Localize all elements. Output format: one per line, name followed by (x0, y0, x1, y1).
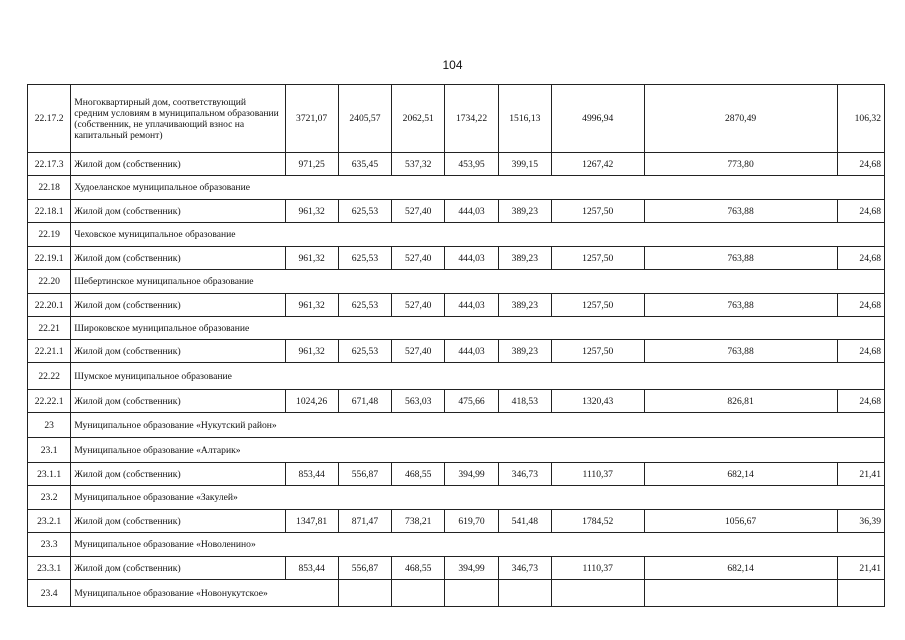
empty-cell (837, 580, 884, 607)
value-cell: 468,55 (392, 463, 445, 486)
value-cell: 1347,81 (285, 510, 338, 533)
value-cell: 1110,37 (551, 463, 644, 486)
value-cell: 556,87 (338, 557, 391, 580)
row-code: 23.2.1 (28, 510, 71, 533)
row-code: 22.22.1 (28, 390, 71, 413)
value-cell: 541,48 (498, 510, 551, 533)
value-cell: 625,53 (338, 340, 391, 363)
table-body (28, 85, 885, 607)
table-row (28, 247, 885, 270)
value-cell: 394,99 (445, 557, 498, 580)
value-cell: 1110,37 (551, 557, 644, 580)
value-cell: 1734,22 (445, 85, 498, 153)
row-code: 22.18 (28, 176, 71, 200)
section-header-row (28, 486, 885, 510)
value-cell: 971,25 (285, 153, 338, 176)
empty-cell (644, 580, 837, 607)
value-cell: 1320,43 (551, 390, 644, 413)
section-header-row (28, 413, 885, 438)
value-cell: 961,32 (285, 294, 338, 317)
value-cell: 389,23 (498, 294, 551, 317)
section-title: Чеховское муниципальное образование (71, 223, 885, 247)
row-name: Многоквартирный дом, соответствующий средним условиям в муниципальном образовании (собственник, не уплачивающий взнос на капитальный ремонт) (71, 85, 285, 153)
value-cell: 1056,67 (644, 510, 837, 533)
value-cell: 24,68 (837, 340, 884, 363)
value-cell: 24,68 (837, 200, 884, 223)
section-header-row (28, 580, 885, 607)
value-cell: 106,32 (837, 85, 884, 153)
row-code: 22.18.1 (28, 200, 71, 223)
value-cell: 4996,94 (551, 85, 644, 153)
row-code: 22.21.1 (28, 340, 71, 363)
value-cell: 21,41 (837, 463, 884, 486)
value-cell: 389,23 (498, 340, 551, 363)
section-header-row (28, 438, 885, 463)
value-cell: 444,03 (445, 340, 498, 363)
section-title: Шумское муниципальное образование (71, 363, 885, 390)
table-row (28, 463, 885, 486)
value-cell: 3721,07 (285, 85, 338, 153)
value-cell: 763,88 (644, 200, 837, 223)
table-row (28, 340, 885, 363)
row-name: Жилой дом (собственник) (71, 247, 285, 270)
table-row (28, 557, 885, 580)
value-cell: 2062,51 (392, 85, 445, 153)
value-cell: 1267,42 (551, 153, 644, 176)
value-cell: 625,53 (338, 247, 391, 270)
value-cell: 671,48 (338, 390, 391, 413)
value-cell: 961,32 (285, 200, 338, 223)
page-number: 104 (442, 58, 463, 72)
row-code: 22.17.2 (28, 85, 71, 153)
value-cell: 1257,50 (551, 294, 644, 317)
table-row (28, 510, 885, 533)
section-header-row (28, 176, 885, 200)
value-cell: 527,40 (392, 340, 445, 363)
value-cell: 389,23 (498, 200, 551, 223)
section-title: Худоеланское муниципальное образование (71, 176, 885, 200)
value-cell: 24,68 (837, 247, 884, 270)
row-name: Жилой дом (собственник) (71, 390, 285, 413)
value-cell: 763,88 (644, 294, 837, 317)
section-title: Муниципальное образование «Алтарик» (71, 438, 885, 463)
value-cell: 24,68 (837, 390, 884, 413)
value-cell: 453,95 (445, 153, 498, 176)
empty-cell (551, 580, 644, 607)
value-cell: 418,53 (498, 390, 551, 413)
value-cell: 635,45 (338, 153, 391, 176)
section-title: Широковское муниципальное образование (71, 317, 885, 340)
row-code: 22.22 (28, 363, 71, 390)
table-row (28, 200, 885, 223)
row-name: Жилой дом (собственник) (71, 294, 285, 317)
section-header-row (28, 270, 885, 294)
value-cell: 682,14 (644, 557, 837, 580)
row-name: Жилой дом (собственник) (71, 153, 285, 176)
value-cell: 1257,50 (551, 247, 644, 270)
value-cell: 527,40 (392, 294, 445, 317)
table-row (28, 390, 885, 413)
row-name: Жилой дом (собственник) (71, 557, 285, 580)
row-code: 23 (28, 413, 71, 438)
value-cell: 537,32 (392, 153, 445, 176)
value-cell: 763,88 (644, 340, 837, 363)
value-cell: 444,03 (445, 200, 498, 223)
row-code: 22.19.1 (28, 247, 71, 270)
row-name: Жилой дом (собственник) (71, 200, 285, 223)
value-cell: 625,53 (338, 200, 391, 223)
value-cell: 682,14 (644, 463, 837, 486)
value-cell: 24,68 (837, 153, 884, 176)
section-title: Муниципальное образование «Закулей» (71, 486, 885, 510)
section-header-row (28, 533, 885, 557)
value-cell: 871,47 (338, 510, 391, 533)
row-code: 22.21 (28, 317, 71, 340)
empty-cell (445, 580, 498, 607)
value-cell: 738,21 (392, 510, 445, 533)
value-cell: 475,66 (445, 390, 498, 413)
value-cell: 527,40 (392, 247, 445, 270)
section-header-row (28, 223, 885, 247)
table-row (28, 153, 885, 176)
value-cell: 961,32 (285, 340, 338, 363)
empty-cell (392, 580, 445, 607)
value-cell: 468,55 (392, 557, 445, 580)
value-cell: 763,88 (644, 247, 837, 270)
tariff-table (27, 84, 885, 607)
value-cell: 444,03 (445, 247, 498, 270)
row-code: 23.1 (28, 438, 71, 463)
value-cell: 36,39 (837, 510, 884, 533)
value-cell: 625,53 (338, 294, 391, 317)
value-cell: 399,15 (498, 153, 551, 176)
value-cell: 853,44 (285, 463, 338, 486)
row-code: 22.19 (28, 223, 71, 247)
row-code: 23.3.1 (28, 557, 71, 580)
row-code: 22.17.3 (28, 153, 71, 176)
empty-cell (498, 580, 551, 607)
table-row (28, 294, 885, 317)
value-cell: 389,23 (498, 247, 551, 270)
row-code: 22.20 (28, 270, 71, 294)
value-cell: 346,73 (498, 557, 551, 580)
section-title: Шебертинское муниципальное образование (71, 270, 885, 294)
row-code: 23.3 (28, 533, 71, 557)
row-code: 23.1.1 (28, 463, 71, 486)
value-cell: 556,87 (338, 463, 391, 486)
section-title: Муниципальное образование «Новоленино» (71, 533, 885, 557)
value-cell: 2405,57 (338, 85, 391, 153)
section-title: Муниципальное образование «Новонукутское» (71, 580, 339, 607)
value-cell: 1784,52 (551, 510, 644, 533)
value-cell: 346,73 (498, 463, 551, 486)
value-cell: 527,40 (392, 200, 445, 223)
value-cell: 394,99 (445, 463, 498, 486)
value-cell: 1024,26 (285, 390, 338, 413)
value-cell: 1257,50 (551, 200, 644, 223)
row-name: Жилой дом (собственник) (71, 510, 285, 533)
row-code: 23.2 (28, 486, 71, 510)
value-cell: 826,81 (644, 390, 837, 413)
row-name: Жилой дом (собственник) (71, 340, 285, 363)
value-cell: 961,32 (285, 247, 338, 270)
value-cell: 773,80 (644, 153, 837, 176)
value-cell: 619,70 (445, 510, 498, 533)
value-cell: 1257,50 (551, 340, 644, 363)
table-row (28, 85, 885, 153)
section-title: Муниципальное образование «Нукутский район» (71, 413, 885, 438)
row-code: 23.4 (28, 580, 71, 607)
section-header-row (28, 363, 885, 390)
value-cell: 21,41 (837, 557, 884, 580)
value-cell: 853,44 (285, 557, 338, 580)
row-code: 22.20.1 (28, 294, 71, 317)
value-cell: 444,03 (445, 294, 498, 317)
empty-cell (338, 580, 391, 607)
section-header-row (28, 317, 885, 340)
row-name: Жилой дом (собственник) (71, 463, 285, 486)
value-cell: 2870,49 (644, 85, 837, 153)
value-cell: 1516,13 (498, 85, 551, 153)
value-cell: 24,68 (837, 294, 884, 317)
value-cell: 563,03 (392, 390, 445, 413)
